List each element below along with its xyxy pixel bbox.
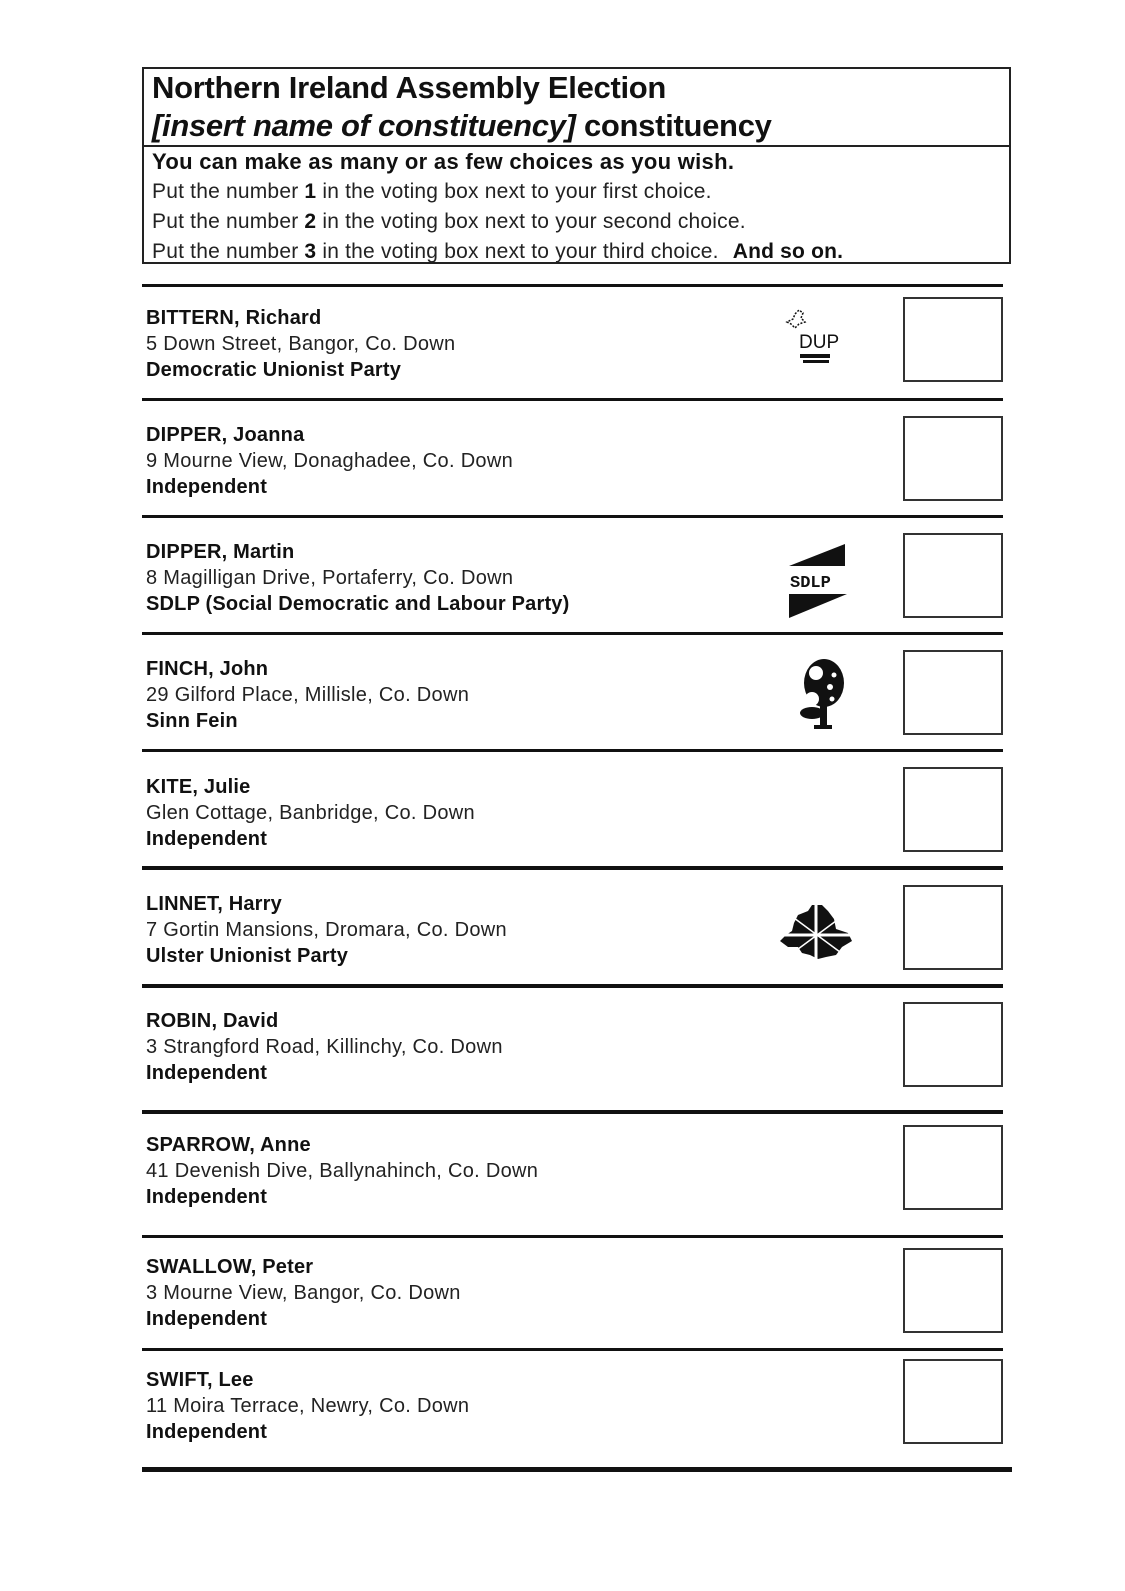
candidate-party: Independent [146, 1308, 268, 1330]
candidate-party: Independent [146, 828, 268, 850]
divider [142, 866, 1003, 870]
instruction-number: 2 [304, 210, 317, 233]
candidate-row [146, 422, 1006, 500]
candidate-address: Glen Cottage, Banbridge, Co. Down [146, 802, 475, 824]
divider [142, 632, 1003, 635]
candidate-name: DIPPER, Martin [146, 541, 295, 563]
voting-box[interactable] [903, 1002, 1003, 1087]
instructions-lead: You can make as many or as few choices as you wish. [152, 149, 735, 174]
candidate-row [146, 305, 1006, 383]
candidate-party: Independent [146, 476, 268, 498]
instruction-tail: And so on. [732, 240, 844, 263]
divider [142, 515, 1003, 518]
candidate-name: BITTERN, Richard [146, 307, 322, 329]
sdlp-emblem-icon [787, 540, 849, 620]
candidate-address: 41 Devenish Dive, Ballynahinch, Co. Down [146, 1160, 539, 1182]
divider [142, 1110, 1003, 1114]
instruction-text: in the voting box next to your second choice. [316, 210, 746, 233]
instruction-text: in the voting box next to your first choice. [316, 180, 712, 203]
voting-box[interactable] [903, 767, 1003, 852]
voting-instructions [144, 147, 1009, 262]
candidate-name: ROBIN, David [146, 1010, 279, 1032]
candidate-row [146, 774, 1006, 852]
candidate-address: 5 Down Street, Bangor, Co. Down [146, 333, 456, 355]
candidate-name: KITE, Julie [146, 776, 251, 798]
candidate-row [146, 1132, 1006, 1210]
voting-box[interactable] [903, 885, 1003, 970]
candidate-party: Ulster Unionist Party [146, 945, 349, 967]
candidate-name: SPARROW, Anne [146, 1134, 311, 1156]
candidate-row [146, 1008, 1006, 1086]
instruction-text: Put the number [152, 240, 305, 263]
candidate-row [146, 539, 1006, 617]
candidate-name: DIPPER, Joanna [146, 424, 305, 446]
divider [142, 984, 1003, 988]
sinn-fein-tree-icon [796, 657, 846, 731]
voting-box[interactable] [903, 416, 1003, 501]
svg-text:SDLP: SDLP [790, 574, 831, 593]
instruction-text: in the voting box next to your third choice. [316, 240, 719, 263]
divider [142, 284, 1003, 287]
candidate-party: Independent [146, 1062, 268, 1084]
candidate-address: 3 Strangford Road, Killinchy, Co. Down [146, 1036, 503, 1058]
candidate-party: Sinn Fein [146, 710, 238, 732]
ballot-header [142, 67, 1011, 264]
divider [142, 1348, 1003, 1351]
candidate-address: 11 Moira Terrace, Newry, Co. Down [146, 1395, 470, 1417]
voting-box[interactable] [903, 1248, 1003, 1333]
election-title: Northern Ireland Assembly Election [152, 70, 667, 105]
candidate-address: 9 Mourne View, Donaghadee, Co. Down [146, 450, 514, 472]
voting-box[interactable] [903, 533, 1003, 618]
candidate-name: SWIFT, Lee [146, 1369, 254, 1391]
candidate-name: FINCH, John [146, 658, 269, 680]
instruction-text: Put the number [152, 210, 305, 233]
constituency-placeholder: [insert name of constituency] [152, 108, 576, 143]
candidate-address: 3 Mourne View, Bangor, Co. Down [146, 1282, 461, 1304]
candidate-party: Democratic Unionist Party [146, 359, 402, 381]
divider [142, 398, 1003, 401]
instruction-number: 1 [304, 180, 317, 203]
candidate-party: Independent [146, 1421, 268, 1443]
dup-emblem-icon [785, 308, 850, 370]
instruction-line-2 [152, 207, 1009, 237]
voting-box[interactable] [903, 297, 1003, 382]
candidate-name: LINNET, Harry [146, 893, 282, 915]
divider [142, 749, 1003, 752]
candidate-row [146, 656, 1006, 734]
candidate-name: SWALLOW, Peter [146, 1256, 314, 1278]
candidate-party: SDLP (Social Democratic and Labour Party) [146, 593, 570, 615]
candidate-address: 29 Gilford Place, Millisle, Co. Down [146, 684, 470, 706]
uup-emblem-icon [778, 903, 854, 961]
constituency-suffix: constituency [575, 108, 772, 143]
instruction-line-3 [152, 237, 1009, 267]
voting-box[interactable] [903, 1359, 1003, 1444]
candidate-row [146, 1367, 1006, 1445]
instruction-number: 3 [304, 240, 317, 263]
divider [142, 1467, 1012, 1472]
candidate-address: 8 Magilligan Drive, Portaferry, Co. Down [146, 567, 514, 589]
instruction-line-1 [152, 177, 1009, 207]
candidate-row [146, 1254, 1006, 1332]
voting-box[interactable] [903, 1125, 1003, 1210]
divider [142, 1235, 1003, 1238]
ballot-title-area [144, 69, 1009, 147]
candidate-party: Independent [146, 1186, 268, 1208]
constituency-title [152, 107, 1009, 145]
candidate-address: 7 Gortin Mansions, Dromara, Co. Down [146, 919, 507, 941]
candidate-row [146, 891, 1006, 969]
svg-text:DUP: DUP [799, 332, 840, 353]
voting-box[interactable] [903, 650, 1003, 735]
instruction-text: Put the number [152, 180, 305, 203]
